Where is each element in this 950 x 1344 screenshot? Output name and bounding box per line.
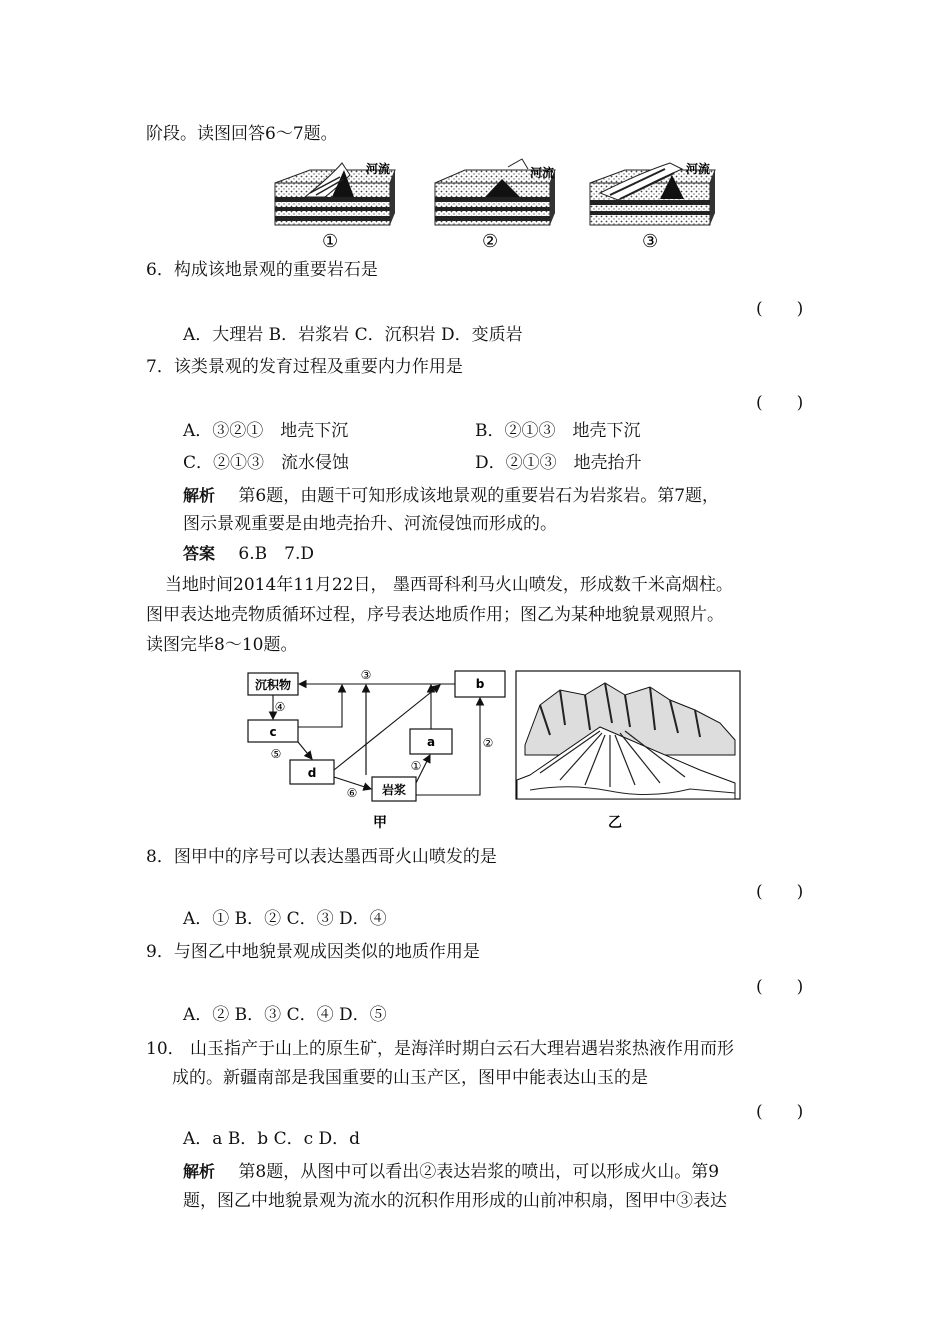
- question-10-options: A．a B．b C．c D．d: [183, 1129, 361, 1149]
- block-diagram-2: [435, 159, 555, 252]
- question-10-stem-1: 10． 山玉指产于山上的原生矿，是海洋时期白云石大理岩遇岩浆热液作用而形: [146, 1039, 735, 1059]
- question-9-stem: 9．与图乙中地貌景观成因类似的地质作用是: [146, 942, 480, 962]
- figure-label-3: ③: [642, 231, 659, 252]
- option-7b: B．②①③ 地壳下沉: [475, 421, 641, 441]
- label-num-2: ②: [482, 736, 494, 750]
- arrow-d-to-b: [334, 685, 440, 770]
- answer-paren-8: ( ): [756, 882, 804, 902]
- rock-landscape-figure: [270, 155, 730, 255]
- question-8-stem: 8．图甲中的序号可以表达墨西哥火山喷发的是: [146, 847, 497, 867]
- figure-label-1: ①: [322, 231, 339, 252]
- label-num-3: ③: [360, 668, 372, 682]
- box-sediment-label: 沉积物: [254, 678, 292, 692]
- river-label-3: 河流: [686, 162, 711, 176]
- figure-yi-label: 乙: [608, 815, 622, 831]
- label-num-1: ①: [410, 759, 422, 773]
- box-magma-label: 岩浆: [381, 783, 407, 797]
- option-7a: A．③②① 地壳下沉: [183, 421, 349, 441]
- question-10-stem-2: 成的。新疆南部是我国重要的山玉产区，图甲中能表达山玉的是: [172, 1068, 648, 1088]
- answer-paren-9: ( ): [756, 977, 804, 997]
- question-9-options: A．② B．③ C．④ D．⑤: [183, 1005, 387, 1025]
- arrow-c-up: [298, 685, 342, 727]
- figure-label-2: ②: [482, 231, 499, 252]
- figure-jia-label: 甲: [373, 815, 387, 831]
- passage-line-2: 图甲表达地壳物质循环过程，序号表达地质作用；图乙为某种地貌景观照片。: [146, 605, 724, 625]
- option-7d: D．②①③ 地壳抬升: [475, 453, 642, 473]
- analysis-1-line-1: 第6题，由题干可知形成该地景观的重要岩石为岩浆岩。第7题，: [238, 486, 720, 506]
- analysis-label-1: 解析: [183, 486, 216, 505]
- answer-1-text: 6.B 7.D: [238, 544, 314, 564]
- answer-paren-10: ( ): [756, 1102, 804, 1122]
- question-6-options: A．大理岩 B．岩浆岩 C．沉积岩 D．变质岩: [183, 325, 523, 345]
- river-label-1: 河流: [366, 162, 391, 176]
- analysis-2-line-1: 第8题，从图中可以看出②表达岩浆的喷出，可以形成火山。第9: [238, 1162, 720, 1182]
- question-7-stem: 7．该类景观的发育过程及重要内力作用是: [146, 357, 463, 377]
- question-6-stem: 6．构成该地景观的重要岩石是: [146, 260, 378, 280]
- answer-paren-7: ( ): [756, 393, 804, 413]
- arrow-5: [298, 742, 312, 759]
- label-num-6: ⑥: [346, 786, 358, 800]
- box-b-label: b: [475, 677, 485, 691]
- river-label-2: 河流: [530, 166, 555, 180]
- block-diagram-1: [275, 161, 395, 252]
- analysis-1-line-2: 图示景观重要是由地壳抬升、河流侵蚀而形成的。: [183, 514, 557, 534]
- answer-label-1: 答案: [183, 544, 216, 563]
- question-8-options: A．① B．② C．③ D．④: [183, 909, 387, 929]
- label-num-5: ⑤: [270, 747, 282, 761]
- block-diagram-3: [590, 161, 715, 252]
- box-c-label: c: [269, 725, 277, 739]
- answer-paren-6: ( ): [756, 299, 804, 319]
- box-d-label: d: [307, 766, 317, 780]
- passage-line-3: 读图完毕8～10题。: [146, 635, 298, 655]
- option-7c: C．②①③ 流水侵蚀: [183, 453, 350, 473]
- analysis-2-line-2: 题，图乙中地貌景观为流水的沉积作用形成的山前冲积扇，图甲中③表达: [183, 1191, 727, 1211]
- rock-cycle-figure: [240, 665, 750, 835]
- label-num-4: ④: [274, 700, 286, 714]
- box-a-label: a: [426, 735, 436, 749]
- intro-text: 阶段。读图回答6～7题。: [146, 124, 338, 144]
- analysis-label-2: 解析: [183, 1162, 216, 1181]
- alluvial-fan-sketch: [516, 671, 740, 799]
- passage-line-1: 当地时间2014年11月22日， 墨西哥科利马火山喷发，形成数千米高烟柱。: [165, 575, 733, 595]
